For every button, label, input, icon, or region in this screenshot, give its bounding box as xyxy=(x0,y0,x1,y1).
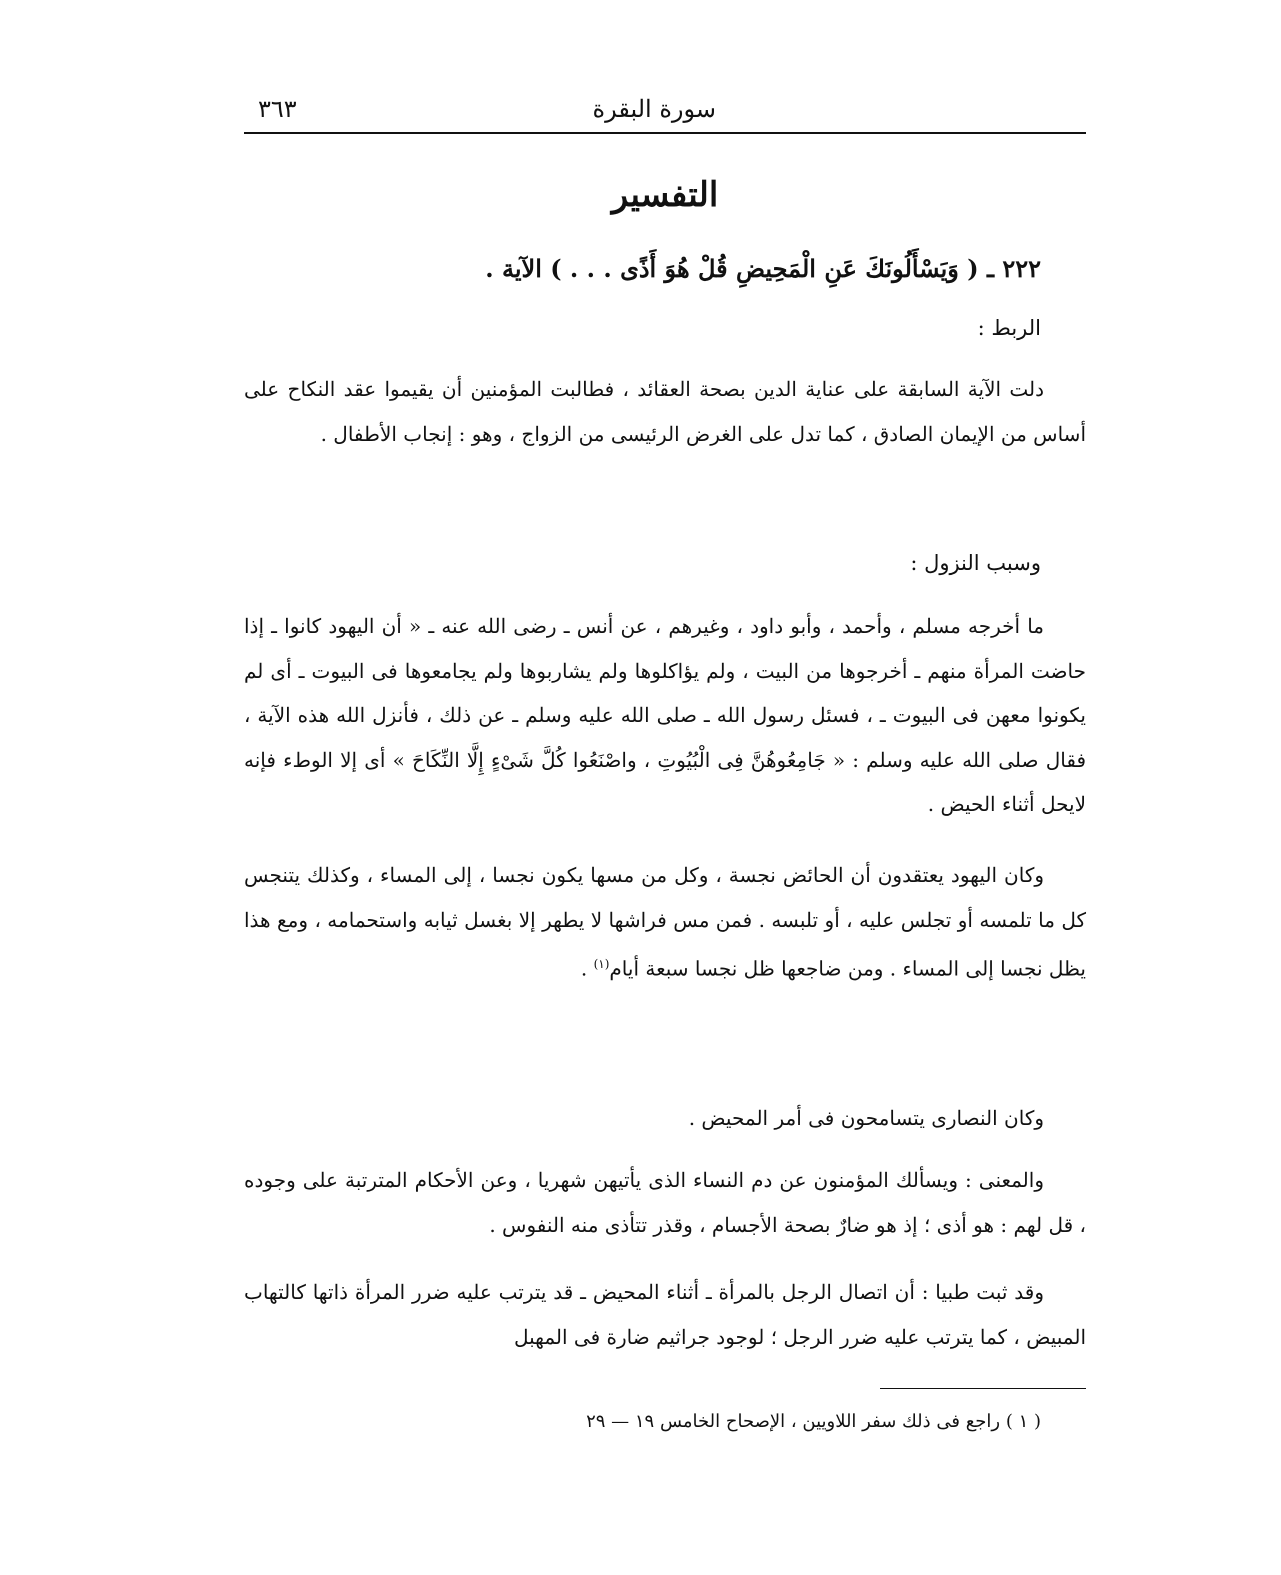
link-paragraph: دلت الآية السابقة على عناية الدين بصحة العقائد ، فطالبت المؤمنين أن يقيموا عقد النكاح على أساس من الإيمان الصادق ، كما تدل على الغرض الرئيسى من الزواج ، وهو : إنجاب الأطفال . xyxy=(244,377,1086,446)
section-title: التفسير xyxy=(611,175,719,215)
meaning-paragraph: والمعنى : ويسألك المؤمنون عن دم النساء الذى يأتيهن شهريا ، وعن الأحكام المترتبة على وجوده ، قل لهم : هو أذى ؛ إذ هو ضارٌ بصحة الأجسام ، وقذر تتأذى منه النفوس . xyxy=(244,1168,1086,1237)
running-header xyxy=(244,92,1086,132)
cause-paragraph: ما أخرجه مسلم ، وأحمد ، وأبو داود ، وغيرهم ، عن أنس ـ رضى الله عنه ـ « أن اليهود كانوا ـ إذا حاضت المرأة منهم ـ أخرجوها من البيت ، ولم يؤاكلوها ولم يشاربوها ولم يجامعوها فى البيوت ـ أى لم يكونوا معهن فى البيوت ـ ، فسئل رسول الله ـ صلى الله عليه وسلم ـ عن ذلك ، فأنزل الله هذه الآية ، فقال صلى الله عليه وسلم : « جَامِعُوهُنَّ فِى الْبُيُوتِ ، واصْنَعُوا كُلَّ شَىْءٍ إِلَّا النِّكَاحَ » أى إلا الوطء فإنه لايحل أثناء الحيض . xyxy=(244,614,1087,816)
christians-paragraph: وكان النصارى يتسامحون فى أمر المحيض . xyxy=(688,1106,1044,1130)
footnote: ( ١ ) راجع فى ذلك سفر اللاويين ، الإصحاح الخامس ١٩ — ٢٩ xyxy=(586,1411,1041,1432)
header-rule xyxy=(244,132,1086,134)
page-number: ٣٦٣ xyxy=(258,95,297,123)
footnote-rule xyxy=(880,1388,1086,1389)
cause-heading: وسبب النزول : xyxy=(910,551,1041,575)
footnote-marker: (١) xyxy=(593,957,610,971)
link-heading: الربط : xyxy=(977,316,1041,340)
jews-paragraph-text: وكان اليهود يعتقدون أن الحائض نجسة ، وكل من مسها يكون نجسا ، إلى المساء ، وكذلك يتنجس كل ما تلمسه أو تجلس عليه ، أو تلبسه . فمن مس فراشها لا يطهر إلا بغسل ثيابه واستحمامه ، ومع هذا يظل نجسا إلى المساء . ومن ضاجعها ظل نجسا سبعة أيام xyxy=(244,863,1086,981)
jews-paragraph-end: . xyxy=(580,956,594,981)
verse-reference: ٢٢٢ ـ ( وَيَسْأَلُونَكَ عَنِ الْمَحِيضِ قُلْ هُوَ أَذًى . . . ) الآية . xyxy=(485,254,1041,283)
running-title: سورة البقرة xyxy=(592,95,716,123)
jews-paragraph xyxy=(244,853,1086,991)
medical-paragraph: وقد ثبت طبيا : أن اتصال الرجل بالمرأة ـ أثناء المحيض ـ قد يترتب عليه ضرر المرأة ذاتها كالتهاب المبيض ، كما يترتب عليه ضرر الرجل ؛ لوجود جراثيم ضارة فى المهبل xyxy=(244,1280,1086,1349)
